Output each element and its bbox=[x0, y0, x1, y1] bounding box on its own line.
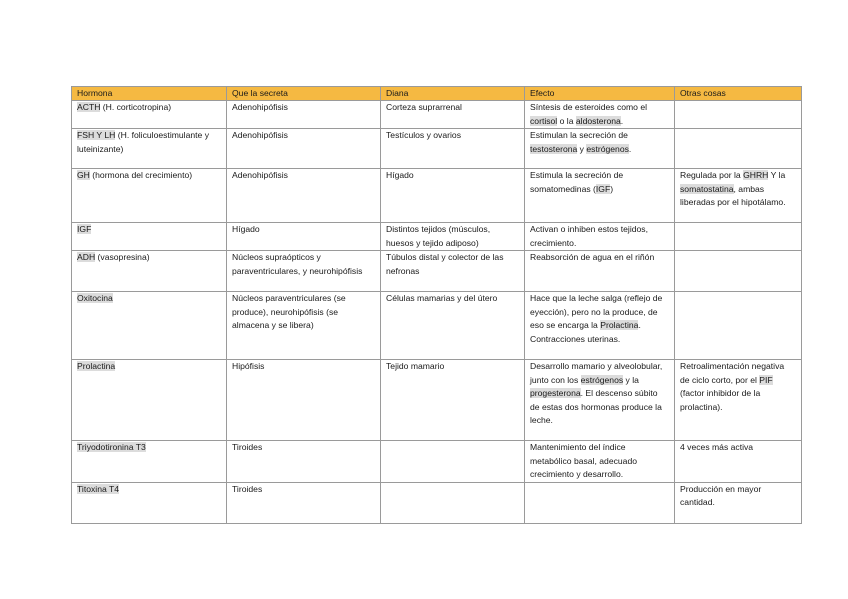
hormone-table bbox=[71, 86, 802, 524]
cell-otras bbox=[675, 251, 802, 292]
highlighted-term: ADH bbox=[77, 252, 96, 262]
table-row bbox=[72, 441, 802, 483]
cell-otras bbox=[675, 129, 802, 169]
cell-hormona bbox=[72, 169, 227, 223]
header-otras: Otras cosas bbox=[675, 87, 802, 101]
cell-diana bbox=[381, 169, 525, 223]
cell-text: (H. foliculoestimulante y luteinizante) bbox=[77, 130, 209, 154]
cell-text: Adenohipófisis bbox=[232, 130, 288, 140]
table-body bbox=[72, 101, 802, 524]
highlighted-term: GH bbox=[77, 170, 90, 180]
header-hormona: Hormona bbox=[72, 87, 227, 101]
cell-text: , ambas liberadas por el hipotálamo. bbox=[680, 183, 786, 207]
cell-text: . bbox=[628, 143, 632, 154]
highlighted-term: PIF bbox=[759, 374, 773, 385]
cell-text: Hígado bbox=[386, 170, 414, 180]
cell-efecto bbox=[525, 223, 675, 251]
cell-text: Estimula la secreción de somatomedinas ( bbox=[530, 170, 624, 194]
highlighted-term: Titoxina T4 bbox=[77, 483, 120, 494]
header-diana: Diana bbox=[381, 87, 525, 101]
cell-efecto bbox=[525, 101, 675, 129]
cell-text: (hormona del crecimiento) bbox=[89, 170, 193, 180]
cell-text: y la bbox=[623, 374, 639, 385]
cell-secreta bbox=[227, 129, 381, 169]
highlighted-term: ACTH bbox=[77, 102, 101, 112]
cell-secreta bbox=[227, 292, 381, 360]
table-row bbox=[72, 292, 802, 360]
highlighted-term: Oxitocina bbox=[77, 293, 113, 303]
cell-diana bbox=[381, 251, 525, 292]
cell-diana bbox=[381, 223, 525, 251]
cell-text: Síntesis de esteroides como el bbox=[530, 102, 648, 112]
cell-text: o la bbox=[557, 115, 576, 126]
cell-text: Hígado bbox=[232, 224, 260, 234]
cell-text: Tiroides bbox=[232, 442, 263, 452]
cell-secreta bbox=[227, 441, 381, 483]
highlighted-term: cortisol bbox=[530, 115, 558, 126]
highlighted-term: IGF bbox=[77, 224, 92, 234]
cell-text: Reabsorción de agua en el riñón bbox=[530, 252, 655, 262]
cell-otras bbox=[675, 169, 802, 223]
highlighted-term: FSH Y LH bbox=[77, 130, 116, 140]
cell-efecto bbox=[525, 251, 675, 292]
cell-secreta bbox=[227, 482, 381, 523]
cell-diana bbox=[381, 360, 525, 441]
cell-text: Corteza suprarrenal bbox=[386, 102, 462, 112]
cell-text: Hipófisis bbox=[232, 361, 265, 371]
cell-text: Núcleos paraventriculares (se produce), neurohipófisis (se almacena y se libera) bbox=[232, 293, 346, 330]
cell-hormona bbox=[72, 223, 227, 251]
cell-text: Retroalimentación negativa de ciclo corto, por el bbox=[680, 361, 785, 385]
cell-hormona bbox=[72, 360, 227, 441]
cell-otras bbox=[675, 292, 802, 360]
table-row bbox=[72, 482, 802, 523]
cell-efecto bbox=[525, 292, 675, 360]
cell-text: Túbulos distal y colector de las nefronas bbox=[386, 252, 504, 276]
cell-text: . El descenso súbito de estas dos hormonas produce la leche. bbox=[530, 388, 662, 425]
cell-secreta bbox=[227, 251, 381, 292]
cell-text: Adenohipófisis bbox=[232, 170, 288, 180]
cell-text: Testículos y ovarios bbox=[386, 130, 461, 140]
cell-diana bbox=[381, 441, 525, 483]
cell-secreta bbox=[227, 169, 381, 223]
cell-text: Hace que la leche salga (reflejo de eyección), pero no la produce, de eso se encarga la bbox=[530, 293, 663, 330]
cell-efecto bbox=[525, 441, 675, 483]
cell-efecto bbox=[525, 169, 675, 223]
table-row bbox=[72, 360, 802, 441]
cell-text: . bbox=[638, 320, 641, 330]
highlighted-term: IGF bbox=[595, 183, 611, 194]
highlighted-term: testosterona bbox=[530, 143, 578, 154]
cell-diana bbox=[381, 101, 525, 129]
cell-text: (factor inhibidor de la prolactina). bbox=[680, 388, 761, 412]
cell-text: Núcleos supraópticos y paraventriculares, y neurohipófisis bbox=[232, 252, 363, 276]
table-row bbox=[72, 223, 802, 251]
cell-text: 4 veces más activa bbox=[680, 442, 754, 452]
highlighted-term: estrógenos bbox=[586, 143, 629, 154]
highlighted-term: Triyodotironina T3 bbox=[77, 442, 146, 452]
cell-hormona bbox=[72, 482, 227, 523]
cell-text: Estimulan la secreción de bbox=[530, 130, 628, 140]
cell-efecto bbox=[525, 129, 675, 169]
header-efecto: Efecto bbox=[525, 87, 675, 101]
cell-text: (vasopresina) bbox=[95, 252, 150, 262]
header-row bbox=[72, 87, 802, 101]
cell-hormona bbox=[72, 129, 227, 169]
cell-text: . bbox=[620, 115, 624, 126]
cell-text: Tejido mamario bbox=[386, 361, 445, 371]
cell-secreta bbox=[227, 101, 381, 129]
highlighted-term: estrógenos bbox=[580, 374, 624, 385]
cell-text: Células mamarias y del útero bbox=[386, 293, 498, 303]
highlighted-term: Prolactina bbox=[77, 361, 116, 371]
cell-text: Desarrollo mamario y alveolobular, junto con los bbox=[530, 361, 663, 385]
cell-otras bbox=[675, 360, 802, 441]
cell-text: Regulada por la bbox=[680, 170, 744, 180]
cell-text: Y la bbox=[768, 170, 786, 180]
cell-diana bbox=[381, 482, 525, 523]
cell-otras bbox=[675, 441, 802, 483]
highlighted-term: Prolactina bbox=[600, 320, 639, 330]
cell-secreta bbox=[227, 223, 381, 251]
cell-text: ) bbox=[610, 183, 614, 194]
cell-diana bbox=[381, 292, 525, 360]
cell-otras bbox=[675, 101, 802, 129]
cell-secreta bbox=[227, 360, 381, 441]
cell-text: (H. corticotropina) bbox=[100, 102, 172, 112]
cell-hormona bbox=[72, 251, 227, 292]
cell-otras bbox=[675, 482, 802, 523]
highlighted-term: progesterona bbox=[530, 388, 581, 398]
cell-otras bbox=[675, 223, 802, 251]
cell-text: Mantenimiento del índice metabólico basal, adecuado crecimiento y desarrollo. bbox=[530, 442, 638, 479]
cell-text: y bbox=[577, 143, 587, 154]
highlighted-term: aldosterona bbox=[575, 115, 621, 126]
cell-text: Tiroides bbox=[232, 483, 263, 494]
cell-diana bbox=[381, 129, 525, 169]
highlighted-term: somatostatina bbox=[680, 183, 734, 194]
header-secreta: Que la secreta bbox=[227, 87, 381, 101]
table-row bbox=[72, 251, 802, 292]
cell-hormona bbox=[72, 101, 227, 129]
cell-efecto bbox=[525, 360, 675, 441]
table-row bbox=[72, 129, 802, 169]
cell-hormona bbox=[72, 292, 227, 360]
cell-text: Contracciones uterinas. bbox=[530, 333, 621, 344]
cell-efecto bbox=[525, 482, 675, 523]
cell-text: Adenohipófisis bbox=[232, 102, 288, 112]
cell-hormona bbox=[72, 441, 227, 483]
cell-text: Distintos tejidos (músculos, huesos y tejido adiposo) bbox=[386, 224, 491, 248]
table-row bbox=[72, 101, 802, 129]
cell-text: Producción en mayor cantidad. bbox=[680, 483, 762, 507]
cell-text: Activan o inhiben estos tejidos, crecimiento. bbox=[530, 224, 648, 248]
table-row bbox=[72, 169, 802, 223]
highlighted-term: GHRH bbox=[743, 170, 769, 180]
